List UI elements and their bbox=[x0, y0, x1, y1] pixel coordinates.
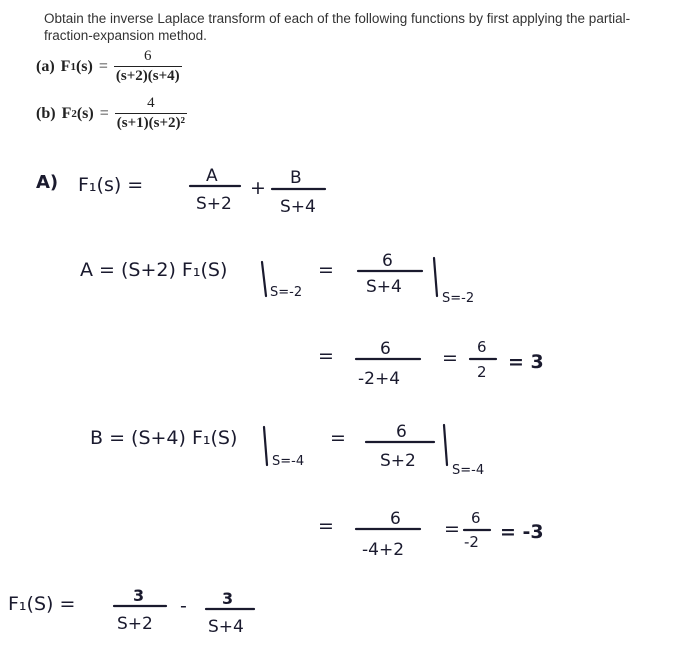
A-equals: = bbox=[318, 259, 334, 281]
part-b-equals: = bbox=[99, 104, 109, 122]
problem-statement: Obtain the inverse Laplace transform of each of the following functions by first applying the partial-fraction-expansion method. bbox=[44, 11, 631, 43]
B-lhs: B = (S+4) F₁(S) bbox=[90, 427, 238, 449]
part-b-arg: (s) bbox=[76, 104, 94, 122]
setup-plus: + bbox=[250, 177, 266, 199]
final-numerator-2: 3 bbox=[222, 589, 234, 608]
part-b-denominator: (s+1)(s+2)² bbox=[116, 115, 186, 131]
B-denominator: S+2 bbox=[380, 451, 416, 471]
A-equals-3: = bbox=[442, 347, 458, 369]
setup-B: B bbox=[290, 168, 302, 188]
A-lhs: A = (S+2) F₁(S) bbox=[80, 259, 228, 281]
B-numerator-3: 6 bbox=[471, 509, 481, 527]
A-result: = 3 bbox=[508, 351, 544, 373]
A-numerator-2: 6 bbox=[380, 339, 391, 359]
A-denominator-3: 2 bbox=[477, 363, 487, 381]
final-denominator-2: S+4 bbox=[208, 617, 244, 637]
part-b-function-name: F bbox=[61, 104, 72, 122]
A-denominator: S+4 bbox=[366, 277, 402, 297]
B-equals-2: = bbox=[318, 515, 334, 537]
part-a-subscript: 1 bbox=[70, 60, 76, 73]
B-equals: = bbox=[330, 427, 346, 449]
part-b-numerator: 4 bbox=[147, 95, 155, 111]
final-minus: - bbox=[180, 595, 187, 617]
setup-den-B: S+4 bbox=[280, 197, 316, 217]
B-numerator-2: 6 bbox=[390, 509, 401, 529]
A-numerator: 6 bbox=[382, 251, 393, 271]
part-b-subscript: 2 bbox=[71, 107, 77, 120]
solution-part-label: A) bbox=[36, 172, 59, 193]
part-a-arg: (s) bbox=[75, 57, 93, 75]
part-a-function-name: F bbox=[60, 57, 71, 75]
A-numerator-3: 6 bbox=[477, 338, 487, 356]
part-a-denominator: (s+2)(s+4) bbox=[115, 68, 180, 84]
part-a-label: (a) bbox=[36, 57, 55, 75]
A-eval-point-2: S=-2 bbox=[442, 291, 475, 306]
B-numerator: 6 bbox=[396, 422, 407, 442]
B-denominator-2: -4+2 bbox=[362, 540, 405, 560]
part-a-equals: = bbox=[98, 57, 108, 75]
B-result: = -3 bbox=[500, 521, 544, 543]
final-numerator-1: 3 bbox=[133, 586, 145, 605]
part-b-label: (b) bbox=[36, 104, 56, 122]
setup-lhs: F₁(s) = bbox=[78, 174, 144, 196]
B-eval-point: S=-4 bbox=[272, 454, 305, 469]
B-eval-point-2: S=-4 bbox=[452, 463, 485, 478]
B-equals-3: = bbox=[444, 518, 460, 540]
part-a-numerator: 6 bbox=[143, 48, 152, 64]
A-equals-2: = bbox=[318, 345, 334, 367]
final-denominator-1: S+2 bbox=[117, 614, 153, 634]
setup-den-A: S+2 bbox=[196, 194, 232, 214]
A-eval-point: S=-2 bbox=[270, 285, 303, 300]
A-denominator-2: -2+4 bbox=[358, 369, 401, 389]
setup-A: A bbox=[206, 166, 218, 186]
final-lhs: F₁(S) = bbox=[8, 593, 76, 615]
B-denominator-3: -2 bbox=[464, 533, 479, 551]
